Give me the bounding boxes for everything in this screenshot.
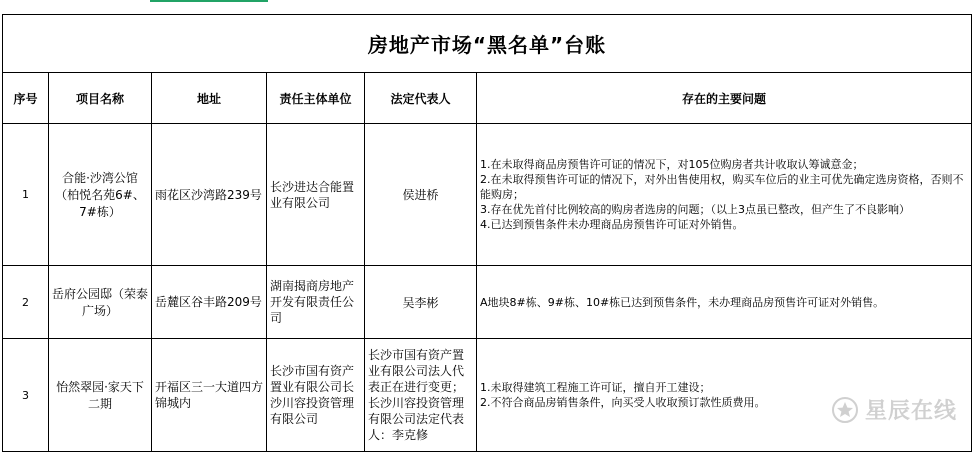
- cell-issues: [477, 266, 972, 339]
- watermark-text: 星辰在线: [864, 399, 957, 424]
- cell-project: 岳府公园邸（荣泰广场）: [49, 266, 152, 339]
- issue-line: 2.在未取得预售许可证的情况下，对外出售使用权，购买车位后的业主可优先确定选房资格，否则不能购房；: [480, 173, 964, 201]
- table-row: [3, 339, 972, 452]
- blacklist-ledger-table: [2, 14, 972, 452]
- cell-no: 3: [3, 339, 49, 452]
- cell-no: 1: [3, 124, 49, 266]
- table-row: [3, 124, 972, 266]
- cell-address: 开福区三一大道四方锦城内: [152, 339, 267, 452]
- cell-project: 合能·沙湾公馆（柏悦名苑6#、7#栋）: [49, 124, 152, 266]
- watermark-star-icon: [831, 396, 859, 424]
- cell-no: 2: [3, 266, 49, 339]
- cell-issues: [477, 124, 972, 266]
- issue-line: A地块8#栋、9#栋、10#栋已达到预售条件，未办理商品房预售许可证对外销售。: [480, 295, 885, 309]
- issue-line: 3.存在优先首付比例较高的购房者选房的问题；（以上3点虽已整改，但产生了不良影响）: [480, 203, 910, 216]
- header-no: 序号: [3, 73, 49, 124]
- table-title: 房地产市场“黑名单”台账: [3, 15, 972, 73]
- cell-legal-rep: 吴李彬: [365, 266, 477, 339]
- cell-entity: 长沙进达合能置业有限公司: [267, 124, 365, 266]
- issue-line: 2.不符合商品房销售条件，向买受人收取预订款性质费用。: [480, 396, 766, 409]
- cell-legal-rep: 侯进桥: [365, 124, 477, 266]
- header-project: 项目名称: [49, 73, 152, 124]
- header-entity: 责任主体单位: [267, 73, 365, 124]
- cell-address: 雨花区沙湾路239号: [152, 124, 267, 266]
- cell-entity: 湖南揭商房地产开发有限责任公司: [267, 266, 365, 339]
- cell-legal-rep: 长沙市国有资产置业有限公司法人代表正在进行变更；长沙川容投资管理有限公司法定代表人：李克修: [365, 339, 477, 452]
- sheet-tab-accent: [150, 0, 268, 2]
- cell-entity: 长沙市国有资产置业有限公司长沙川容投资管理有限公司: [267, 339, 365, 452]
- issue-line: 1.未取得建筑工程施工许可证，擅自开工建设；: [480, 381, 711, 394]
- issue-line: 1.在未取得商品房预售许可证的情况下，对105位购房者共计收取认筹诚意金；: [480, 158, 864, 171]
- table-row: [3, 266, 972, 339]
- header-legal-rep: 法定代表人: [365, 73, 477, 124]
- header-address: 地址: [152, 73, 267, 124]
- header-row: [3, 73, 972, 124]
- cell-address: 岳麓区谷丰路209号: [152, 266, 267, 339]
- header-issues: 存在的主要问题: [477, 73, 972, 124]
- watermark-logo: [831, 394, 957, 425]
- issue-line: 4.已达到预售条件未办理商品房预售许可证对外销售。: [480, 218, 744, 231]
- top-bar: [0, 0, 973, 14]
- cell-project: 怡然翠园·家天下二期: [49, 339, 152, 452]
